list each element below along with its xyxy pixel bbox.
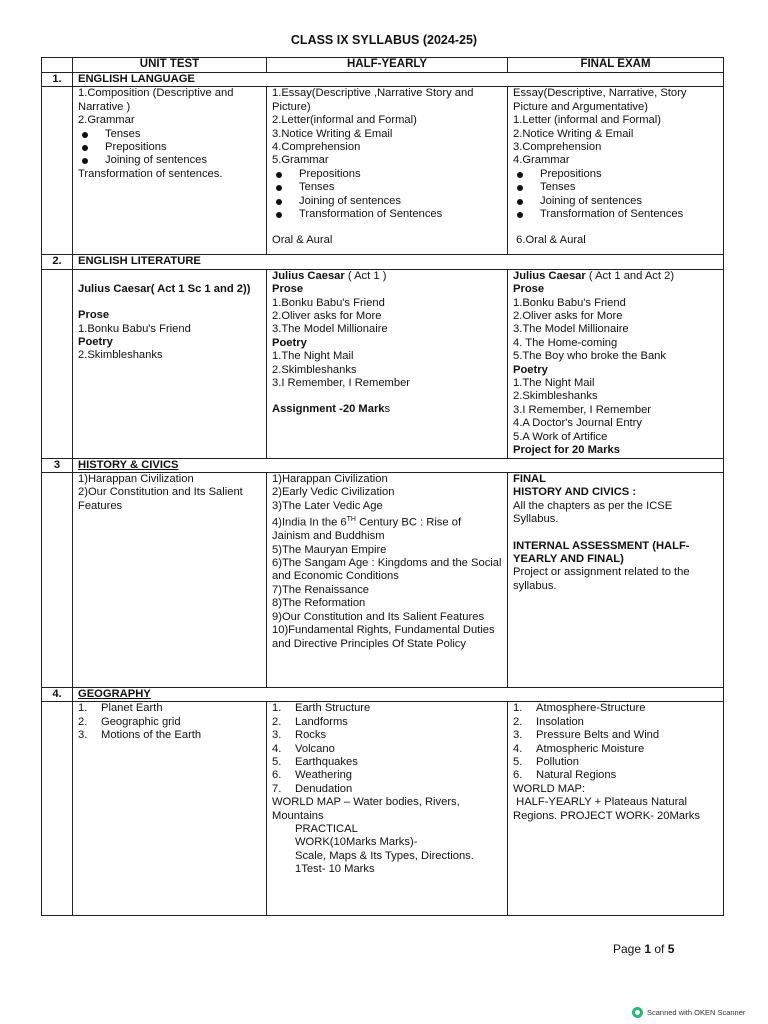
- line: 5)The Mauryan Empire: [272, 543, 387, 556]
- line: Essay(Descriptive, Narrative, Story Picture and Argumentative): [513, 87, 687, 113]
- scanner-text: Scanned with OKEN Scanner: [647, 1008, 746, 1017]
- numbered-list: [272, 702, 502, 796]
- line: 2)Our Constitution and Its Salient Features: [78, 486, 243, 512]
- line: 9)Our Constitution and Its Salient Features: [272, 610, 485, 623]
- line: [513, 270, 718, 283]
- oken-logo-icon: [632, 1007, 643, 1018]
- text: ( Act 1 ): [344, 269, 387, 282]
- line: 2.Notice Writing & Email: [513, 127, 634, 140]
- list-item: 7. Denudation: [272, 782, 353, 795]
- line: WORLD MAP – Water bodies, Rivers, Mountains: [272, 796, 460, 822]
- subject-heading: HISTORY & CIVICS: [73, 458, 724, 472]
- list-item: 2. Landforms: [272, 715, 348, 728]
- line: 10)Fundamental Rights, Fundamental Duties and Directive Principles Of State Policy: [272, 624, 495, 650]
- bullet-list: [78, 128, 261, 168]
- content-row-english-literature: [42, 269, 724, 458]
- list-item: Tenses: [272, 181, 502, 194]
- subject-row-english-language: [42, 73, 724, 87]
- line: 1Test- 10 Marks: [295, 863, 375, 876]
- line: All the chapters as per the ICSE Syllabus.: [513, 499, 673, 526]
- num-cell: [42, 87, 73, 255]
- superscript: TH: [346, 516, 356, 524]
- subject-heading: ENGLISH LANGUAGE: [73, 73, 724, 87]
- list-item: Joining of sentences: [272, 195, 502, 208]
- list-item: 6. Weathering: [272, 769, 353, 782]
- line: 6.Oral & Aural: [513, 234, 586, 247]
- unit-test-cell: [73, 472, 267, 687]
- subject-heading: ENGLISH LITERATURE: [73, 255, 724, 269]
- line: WORLD MAP:: [513, 782, 586, 795]
- list-item: 4. Volcano: [272, 742, 335, 755]
- text: Julius Caesar: [513, 269, 586, 282]
- list-item: Joining of sentences: [78, 154, 261, 167]
- line: 5.A Work of Artifice: [513, 430, 608, 443]
- list-item: Tenses: [513, 181, 718, 194]
- line: 8)The Reformation: [272, 597, 366, 610]
- line: PRACTICAL: [295, 822, 358, 835]
- line: 2.Letter(informal and Formal): [272, 114, 417, 127]
- unit-test-cell: [73, 87, 267, 255]
- line: 3.I Remember, I Remember: [513, 403, 652, 416]
- numbered-list: [513, 702, 718, 782]
- line: Project for 20 Marks: [513, 444, 620, 457]
- line: 1.Bonku Babu's Friend: [513, 296, 626, 309]
- list-item: 3. Pressure Belts and Wind: [513, 729, 660, 742]
- text: Century BC : Rise of Jainism and Buddhism: [272, 516, 462, 543]
- row-number: 4.: [42, 687, 73, 701]
- list-item: 1. Planet Earth: [78, 702, 163, 715]
- list-item: Prepositions: [513, 168, 718, 181]
- list-item: 2. Insolation: [513, 715, 584, 728]
- line: 2.Oliver asks for More: [513, 310, 623, 323]
- line: 1)Harappan Civilization: [78, 472, 194, 485]
- line: INTERNAL ASSESSMENT (HALF-YEARLY AND FINAL): [513, 539, 690, 565]
- line: 2.Grammar: [78, 114, 135, 127]
- row-number: 1.: [42, 73, 73, 87]
- line: 2.Skimbleshanks: [513, 390, 598, 403]
- line: Poetry: [78, 336, 113, 349]
- page-number: Page 1 of 5: [613, 942, 675, 956]
- subject-row-english-literature: [42, 255, 724, 269]
- line: Project or assignment related to the syllabus.: [513, 566, 690, 592]
- final-exam-cell: [508, 87, 724, 255]
- subject-row-history-civics: [42, 458, 724, 472]
- line: 4. The Home-coming: [513, 336, 618, 349]
- line: [272, 270, 502, 283]
- line: 4.A Doctor's Journal Entry: [513, 417, 642, 430]
- text: s: [384, 403, 391, 416]
- final-exam-cell: [508, 702, 724, 916]
- line: Julius Caesar( Act 1 Sc 1 and 2)): [78, 282, 251, 295]
- num-cell: [42, 702, 73, 916]
- final-exam-cell: [508, 269, 724, 458]
- line: 3.The Model Millionaire: [513, 323, 629, 336]
- header-num: [42, 58, 73, 73]
- list-item: 6. Natural Regions: [513, 769, 617, 782]
- list-item: Prepositions: [78, 141, 261, 154]
- line: 1.Bonku Babu's Friend: [78, 322, 191, 335]
- text: Assignment -20 Mark: [272, 403, 385, 416]
- line: Transformation of sentences.: [78, 167, 223, 180]
- line: 1.The Night Mail: [513, 377, 595, 390]
- line: HALF-YEARLY + Plateaus Natural Regions. PROJECT WORK- 20Marks: [513, 796, 700, 822]
- page-title: CLASS IX SYLLABUS (2024-25): [290, 33, 478, 47]
- list-item: Transformation of Sentences: [272, 208, 502, 221]
- list-item: 4. Atmospheric Moisture: [513, 742, 645, 755]
- bullet-list: [272, 168, 502, 222]
- header-row: [42, 58, 724, 73]
- line: 2.Skimbleshanks: [78, 349, 163, 362]
- line: 4.Comprehension: [272, 141, 361, 154]
- line: WORK(10Marks Marks)-: [295, 836, 418, 849]
- content-row-english-language: [42, 87, 724, 255]
- scanner-watermark: [632, 1007, 745, 1018]
- subject-row-geography: [42, 687, 724, 701]
- unit-test-cell: [73, 702, 267, 916]
- content-row-geography: [42, 702, 724, 916]
- list-item: 5. Pollution: [513, 755, 579, 768]
- half-yearly-cell: [267, 269, 508, 458]
- line: 6)The Sangam Age : Kingdoms and the Social and Economic Conditions: [272, 557, 502, 583]
- line: 2.Oliver asks for More: [272, 310, 382, 323]
- line: 1.Letter (informal and Formal): [513, 114, 661, 127]
- syllabus-table: [41, 57, 724, 916]
- list-item: 2. Geographic grid: [78, 715, 181, 728]
- half-yearly-cell: [267, 87, 508, 255]
- list-item: 3. Rocks: [272, 729, 327, 742]
- num-cell: [42, 472, 73, 687]
- line: Poetry: [513, 363, 548, 376]
- text: Julius Caesar: [272, 269, 345, 282]
- line: 3)The Later Vedic Age: [272, 499, 383, 512]
- line: Scale, Maps & Its Types, Directions.: [295, 849, 474, 862]
- line: Prose: [513, 283, 545, 296]
- numbered-list: [78, 702, 261, 742]
- header-final-exam: FINAL EXAM: [508, 58, 724, 73]
- row-number: 3: [42, 458, 73, 472]
- line: 1)Harappan Civilization: [272, 472, 388, 485]
- list-item: 3. Motions of the Earth: [78, 729, 202, 742]
- line: Prose: [272, 283, 304, 296]
- text: ( Act 1 and Act 2): [585, 269, 675, 282]
- num-cell: [42, 269, 73, 458]
- header-half-yearly: HALF-YEARLY: [267, 58, 508, 73]
- line: 2.Skimbleshanks: [272, 363, 357, 376]
- line: FINAL: [513, 472, 546, 485]
- unit-test-cell: [73, 269, 267, 458]
- row-number: 2.: [42, 255, 73, 269]
- line: 1.The Night Mail: [272, 350, 354, 363]
- line: Oral & Aural: [272, 234, 333, 247]
- line: Prose: [78, 309, 110, 322]
- line: 3.The Model Millionaire: [272, 323, 388, 336]
- line: [272, 403, 502, 416]
- line: 3.Notice Writing & Email: [272, 127, 393, 140]
- line: HISTORY AND CIVICS :: [513, 486, 637, 499]
- list-item: Tenses: [78, 128, 261, 141]
- text: 4)India In the 6: [272, 516, 347, 529]
- line: 5.Grammar: [272, 154, 329, 167]
- line: [272, 513, 502, 544]
- line: 1.Bonku Babu's Friend: [272, 296, 385, 309]
- list-item: 5. Earthquakes: [272, 755, 358, 768]
- final-exam-cell: [508, 472, 724, 687]
- half-yearly-cell: [267, 472, 508, 687]
- line: 7)The Renaissance: [272, 583, 370, 596]
- half-yearly-cell: [267, 702, 508, 916]
- line: 2)Early Vedic Civilization: [272, 486, 395, 499]
- line: 3.I Remember, I Remember: [272, 377, 411, 390]
- list-item: 1. Atmosphere-Structure: [513, 702, 646, 715]
- line: 5.The Boy who broke the Bank: [513, 350, 666, 363]
- list-item: Joining of sentences: [513, 195, 718, 208]
- line: 3.Comprehension: [513, 141, 602, 154]
- line: 1.Composition (Descriptive and Narrative ): [78, 87, 234, 113]
- line: 1.Essay(Descriptive ,Narrative Story and Picture): [272, 87, 474, 113]
- list-item: 1. Earth Structure: [272, 702, 371, 715]
- line: Poetry: [272, 336, 307, 349]
- content-row-history-civics: [42, 472, 724, 687]
- list-item: Prepositions: [272, 168, 502, 181]
- subject-heading: GEOGRAPHY: [73, 687, 724, 701]
- bullet-list: [513, 168, 718, 222]
- line: 4.Grammar: [513, 154, 570, 167]
- header-unit-test: UNIT TEST: [73, 58, 267, 73]
- list-item: Transformation of Sentences: [513, 208, 718, 221]
